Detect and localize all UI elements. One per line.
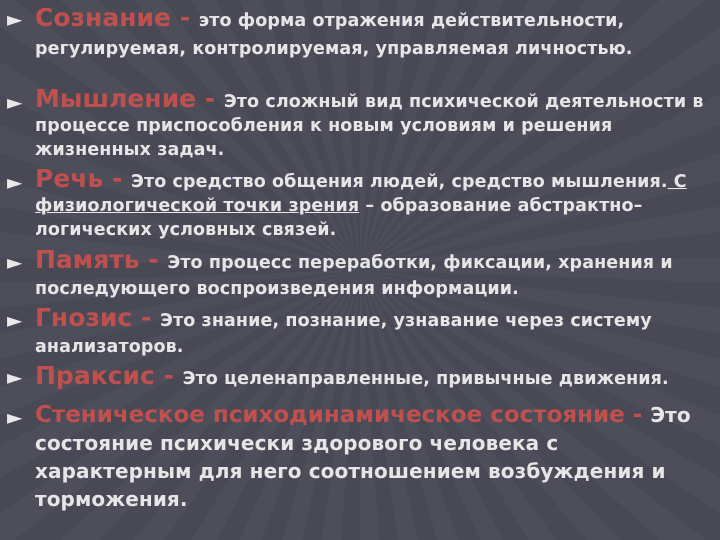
term: Праксис (35, 361, 155, 390)
bullet-arrow-icon: ► (7, 7, 23, 31)
item-text (35, 164, 714, 242)
term: Стеническое психодинамическое состояние (35, 402, 625, 428)
definition: Это средство общения людей, средство мышления. (131, 172, 668, 192)
item-text (35, 247, 714, 302)
bullet-arrow-icon: ► (7, 308, 23, 332)
item-text (35, 4, 714, 63)
term-dash: - (154, 361, 183, 390)
item-text (35, 84, 714, 162)
term: Речь (35, 164, 104, 193)
item-text (35, 305, 714, 360)
item-text (35, 402, 714, 514)
term-dash: - (624, 402, 651, 428)
definition: Это целенаправленные, привычные движения. (182, 369, 669, 389)
definition: Это сложный вид психической деятельности в процессе приспособления к новым условиям и решения жизненных задач. (35, 92, 704, 160)
term-dash: - (103, 164, 132, 193)
term-dash: - (170, 3, 199, 32)
definition: Это знание, познание, узнавание через систему анализаторов. (35, 311, 652, 357)
term-dash: - (139, 245, 168, 274)
term-dash: - (132, 303, 161, 332)
definition: это форма отражения действительности, регулируемая, контролируемая, управляемая личностью. (35, 11, 633, 59)
bullet-arrow-icon: ► (7, 405, 23, 429)
term: Сознание (35, 3, 171, 32)
bullet-arrow-icon: ► (7, 90, 23, 114)
bullet-arrow-icon: ► (7, 365, 23, 389)
definition: Это состояние психически здорового человека с характерным для него соотношением возбуждения и торможения. (35, 403, 691, 511)
definition-rest: – образование абстрактно–логических условных связей. (35, 196, 643, 240)
term: Память (35, 245, 140, 274)
bullet-arrow-icon: ► (7, 170, 23, 194)
term: Гнозис (35, 303, 133, 332)
definition-underlined: С физиологической точки зрения (35, 172, 687, 216)
item-text (35, 362, 714, 393)
definition: Это процесс переработки, фиксации, хранения и последующего воспроизведения информации. (35, 253, 673, 299)
term-dash: - (196, 84, 224, 113)
bullet-arrow-icon: ► (7, 250, 23, 274)
term: Мышление (35, 84, 197, 113)
